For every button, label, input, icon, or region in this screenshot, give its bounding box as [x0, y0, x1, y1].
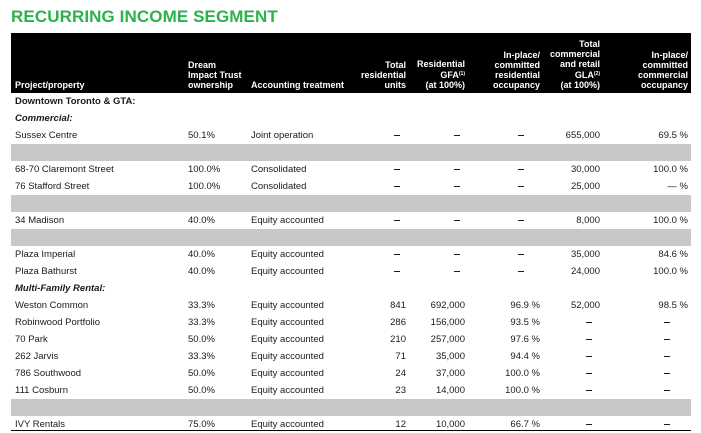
cell-units: 286 [390, 317, 406, 328]
section-heading [11, 93, 691, 110]
cell-units: 210 [390, 334, 406, 345]
cell-accounting: Equity accounted [251, 249, 324, 260]
cell-res-occ [518, 254, 524, 255]
cell-gla [586, 356, 592, 357]
cell-gla: 30,000 [570, 164, 600, 175]
table-row [11, 263, 691, 280]
cell-gla: 52,000 [570, 300, 600, 311]
cell-comm-occ: 69.5 % [658, 130, 688, 141]
cell-accounting: Equity accounted [251, 385, 324, 396]
cell-ownership: 40.0% [188, 215, 215, 226]
cell-comm-occ [664, 339, 670, 340]
cell-units [394, 135, 400, 136]
cell-comm-occ [664, 322, 670, 323]
cell-ownership: 50.0% [188, 368, 215, 379]
cell-comm-occ [664, 373, 670, 374]
cell-units: 841 [390, 300, 406, 311]
cell-project: 34 Madison [15, 215, 65, 226]
table-row [11, 246, 691, 263]
cell-ownership: 40.0% [188, 266, 215, 277]
cell-accounting: Equity accounted [251, 317, 324, 328]
cell-gfa [454, 135, 460, 136]
cell-units [394, 169, 400, 170]
header-gla: Total commercial and retail GLA$^{(2)}$ (at 100%) [549, 39, 600, 90]
cell-res-occ: 94.4 % [510, 351, 540, 362]
cell-comm-occ [664, 424, 670, 425]
cell-res-occ [518, 186, 524, 187]
cell-units [394, 186, 400, 187]
cell-gla [586, 322, 592, 323]
cell-units: 23 [395, 385, 406, 396]
cell-res-occ: 66.7 % [510, 419, 540, 430]
cell-gfa [454, 186, 460, 187]
cell-gfa: 10,000 [435, 419, 465, 430]
table-row [11, 297, 691, 314]
cell-accounting: Consolidated [251, 181, 307, 192]
header-project: Project/property [15, 80, 85, 90]
cell-comm-occ: 98.5 % [658, 300, 688, 311]
cell-gfa [454, 254, 460, 255]
cell-accounting: Consolidated [251, 164, 307, 175]
cell-gfa [454, 169, 460, 170]
cell-project: Plaza Bathurst [15, 266, 77, 277]
cell-gfa: 35,000 [435, 351, 465, 362]
cell-accounting: Equity accounted [251, 215, 324, 226]
cell-comm-occ [664, 356, 670, 357]
subsection-heading [11, 280, 691, 297]
cell-gla [586, 390, 592, 391]
row-spacer [11, 195, 691, 212]
cell-ownership: 100.0% [188, 181, 221, 192]
cell-ownership: 33.3% [188, 317, 215, 328]
table-row [11, 365, 691, 382]
table-row [11, 382, 691, 399]
cell-accounting: Equity accounted [251, 351, 324, 362]
cell-project: 262 Jarvis [15, 351, 59, 362]
cell-ownership: 100.0% [188, 164, 221, 175]
cell-project: IVY Rentals [15, 419, 65, 430]
cell-res-occ [518, 135, 524, 136]
cell-accounting: Equity accounted [251, 419, 324, 430]
cell-res-occ [518, 220, 524, 221]
cell-units: 24 [395, 368, 406, 379]
subsection-heading [11, 110, 691, 127]
cell-res-occ: 97.6 % [510, 334, 540, 345]
cell-project: Plaza Imperial [15, 249, 76, 260]
cell-ownership: 50.0% [188, 334, 215, 345]
table-row [11, 212, 691, 229]
cell-gla: 8,000 [576, 215, 600, 226]
cell-project: 70 Park [15, 334, 48, 345]
table-row [11, 127, 691, 144]
table-bottom-rule [11, 430, 691, 431]
cell-accounting: Joint operation [251, 130, 314, 141]
cell-units: 12 [395, 419, 406, 430]
cell-project: 76 Stafford Street [15, 181, 90, 192]
section-label: Commercial: [15, 113, 73, 124]
cell-ownership: 33.3% [188, 300, 215, 311]
cell-project: 786 Southwood [15, 368, 82, 379]
cell-gfa: 14,000 [435, 385, 465, 396]
page-title: RECURRING INCOME SEGMENT [11, 7, 278, 26]
cell-res-occ: 96.9 % [510, 300, 540, 311]
cell-gla: 24,000 [570, 266, 600, 277]
cell-gfa: 37,000 [435, 368, 465, 379]
cell-comm-occ: — % [667, 181, 688, 192]
cell-units [394, 271, 400, 272]
cell-comm-occ: 100.0 % [653, 266, 688, 277]
table-row [11, 178, 691, 195]
cell-comm-occ: 84.6 % [658, 249, 688, 260]
cell-gfa: 257,000 [430, 334, 465, 345]
cell-ownership: 40.0% [188, 249, 215, 260]
cell-gla [586, 424, 592, 425]
cell-gla: 35,000 [570, 249, 600, 260]
row-spacer [11, 229, 691, 246]
cell-gfa: 692,000 [430, 300, 465, 311]
cell-project: Weston Common [15, 300, 89, 311]
header-ownership: Dream Impact Trust ownership [188, 60, 242, 90]
cell-res-occ: 100.0 % [505, 368, 540, 379]
row-spacer [11, 144, 691, 161]
cell-project: Sussex Centre [15, 130, 78, 141]
cell-gla: 655,000 [565, 130, 600, 141]
table-header [11, 33, 691, 93]
cell-gla: 25,000 [570, 181, 600, 192]
cell-res-occ: 100.0 % [505, 385, 540, 396]
cell-project: 111 Cosburn [15, 385, 68, 396]
table-row [11, 161, 691, 178]
header-res-occ: In-place/ committed residential occupancy [492, 50, 540, 90]
cell-project: Robinwood Portfolio [15, 317, 101, 328]
table-row [11, 348, 691, 365]
cell-units [394, 254, 400, 255]
cell-gfa [454, 271, 460, 272]
cell-res-occ [518, 169, 524, 170]
cell-accounting: Equity accounted [251, 300, 324, 311]
table-body [11, 93, 691, 433]
cell-gla [586, 373, 592, 374]
header-comm-occ: In-place/ committed commercial occupancy [637, 50, 688, 90]
cell-units [394, 220, 400, 221]
cell-accounting: Equity accounted [251, 368, 324, 379]
cell-accounting: Equity accounted [251, 266, 324, 277]
table-row [11, 331, 691, 348]
cell-units: 71 [395, 351, 406, 362]
header-gfa: Residential GFA$^{(1)}$ (at 100%) [416, 59, 465, 90]
cell-res-occ [518, 271, 524, 272]
cell-gfa: 156,000 [430, 317, 465, 328]
cell-ownership: 75.0% [188, 419, 215, 430]
table-row [11, 314, 691, 331]
cell-accounting: Equity accounted [251, 334, 324, 345]
cell-ownership: 50.1% [188, 130, 215, 141]
cell-ownership: 50.0% [188, 385, 215, 396]
cell-comm-occ: 100.0 % [653, 164, 688, 175]
cell-gfa [454, 220, 460, 221]
cell-project: 68-70 Claremont Street [15, 164, 114, 175]
row-spacer [11, 399, 691, 416]
cell-res-occ: 93.5 % [510, 317, 540, 328]
header-units: Total residential units [360, 60, 406, 90]
cell-ownership: 33.3% [188, 351, 215, 362]
cell-gla [586, 339, 592, 340]
section-label: Downtown Toronto & GTA: [15, 96, 136, 107]
cell-comm-occ: 100.0 % [653, 215, 688, 226]
cell-comm-occ [664, 390, 670, 391]
section-label: Multi-Family Rental: [15, 283, 106, 294]
header-accounting: Accounting treatment [251, 80, 345, 90]
